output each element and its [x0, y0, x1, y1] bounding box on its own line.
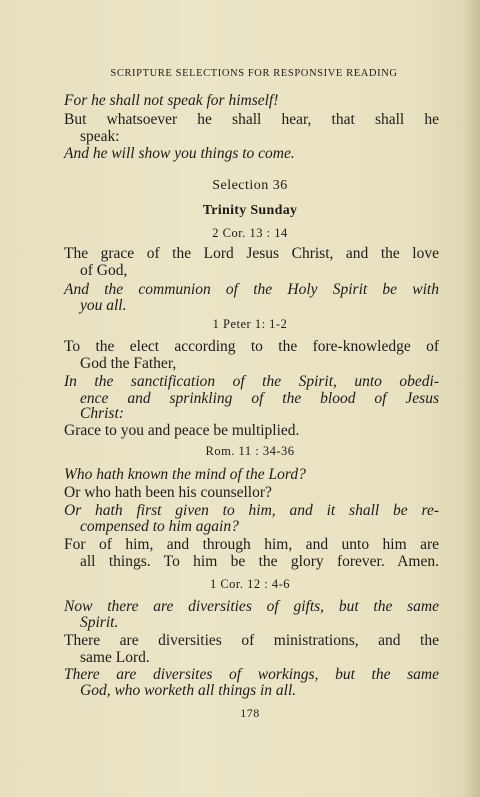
verse-line: The grace of the Lord Jesus Christ, and the love — [64, 245, 439, 262]
selection-subtitle: Trinity Sunday — [202, 203, 298, 218]
scripture-reference: Rom. 11 : 34-36 — [205, 444, 295, 458]
verse-line: God, who worketh all things in all. — [80, 682, 297, 699]
verse-line: compensed to him again? — [80, 518, 239, 535]
verse-line: Or who hath been his counsellor? — [64, 484, 272, 501]
verse-line: For of him, and through him, and unto him are — [64, 536, 439, 553]
verse-line: Grace to you and peace be multiplied. — [64, 422, 300, 439]
verse-line: of God, — [80, 262, 128, 279]
verse-line: you all. — [80, 297, 127, 314]
verse-line: And the communion of the Holy Spirit be with — [64, 281, 439, 298]
verse-line: Spirit. — [80, 614, 119, 631]
selection-number: 36 — [272, 178, 288, 193]
page-number: 178 — [240, 706, 260, 720]
verse-line: In the sanctification of the Spirit, unto obedi- — [64, 373, 439, 390]
verse-line: all things. To him be the glory forever. Amen. — [80, 553, 439, 570]
verse-line: Christ: — [80, 405, 124, 422]
selection-label: Selection — [212, 178, 269, 193]
verse-line: To the elect according to the fore-knowledge of — [64, 338, 439, 355]
running-header: SCRIPTURE SELECTIONS FOR RESPONSIVE READING — [110, 68, 398, 79]
verse-line: ence and sprinkling of the blood of Jesus — [80, 390, 439, 407]
verse-line: Or hath first given to him, and it shall be re- — [64, 502, 439, 519]
verse-line: Now there are diversities of gifts, but the same — [64, 598, 439, 615]
verse-line: There are diversities of ministrations, and the — [64, 632, 439, 649]
selection-heading — [0, 178, 480, 194]
verse-line: God the Father, — [80, 355, 177, 372]
verse-line: For he shall not speak for himself! — [64, 92, 279, 109]
verse-line: And he will show you things to come. — [64, 145, 295, 162]
verse-line: speak: — [80, 128, 120, 145]
page-edge-shadow — [462, 0, 480, 797]
verse-line: Who hath known the mind of the Lord? — [64, 466, 306, 483]
verse-line: same Lord. — [80, 649, 150, 666]
scripture-reference: 1 Peter 1: 1-2 — [212, 317, 288, 331]
verse-line: There are diversites of workings, but the same — [64, 666, 439, 683]
verse-line: But whatsoever he shall hear, that shall he — [64, 111, 439, 128]
scripture-reference: 1 Cor. 12 : 4-6 — [209, 577, 291, 591]
scripture-reference: 2 Cor. 13 : 14 — [212, 226, 288, 240]
